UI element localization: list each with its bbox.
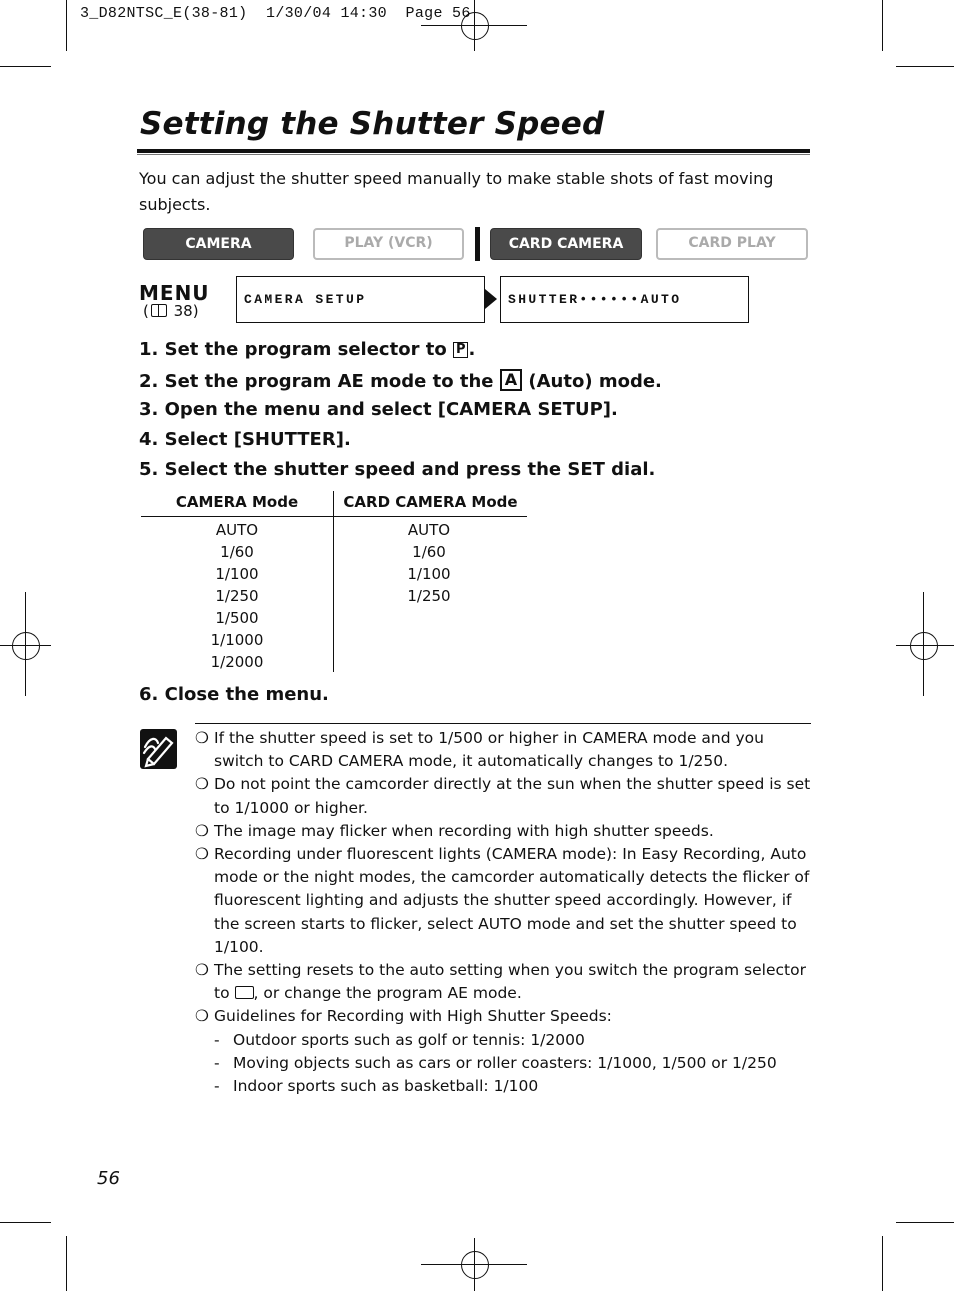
guideline-item: - Outdoor sports such as golf or tennis: 1/2000 bbox=[214, 1030, 585, 1049]
table-header-card-camera: CARD CAMERA Mode bbox=[343, 493, 518, 511]
title-rule-shadow bbox=[137, 154, 810, 155]
auto-mode-icon: A bbox=[500, 369, 522, 391]
table-header-camera: CAMERA Mode bbox=[175, 493, 299, 511]
step-3: 3. Open the menu and select [CAMERA SETUP]. bbox=[139, 399, 618, 420]
title-rule bbox=[137, 149, 810, 153]
mode-play-vcr: PLAY (VCR) bbox=[313, 228, 464, 260]
menu-path-shutter: SHUTTER••••••AUTO bbox=[500, 276, 749, 323]
table-cell: 1/60 bbox=[412, 543, 446, 561]
notes-list bbox=[195, 727, 815, 1098]
crop-mark bbox=[896, 66, 954, 67]
print-slug: 3_D82NTSC_E(38-81) 1/30/04 14:30 Page 56 bbox=[80, 5, 471, 22]
table-cell: 1/100 bbox=[407, 565, 451, 583]
page-title: Setting the Shutter Speed bbox=[140, 106, 605, 142]
mode-card-play: CARD PLAY bbox=[656, 228, 808, 260]
table-cell: 1/500 bbox=[215, 609, 259, 627]
page-number: 56 bbox=[97, 1168, 120, 1189]
table-column-card-camera bbox=[334, 519, 524, 607]
table-cell: AUTO bbox=[407, 521, 451, 539]
menu-path-camera-setup: CAMERA SETUP bbox=[236, 276, 485, 323]
table-cell: 1/250 bbox=[215, 587, 259, 605]
notes-rule bbox=[195, 723, 811, 724]
step-4: 4. Select [SHUTTER]. bbox=[139, 429, 351, 450]
step-2: 2. Set the program AE mode to the A (Auto) mode. bbox=[139, 370, 662, 392]
table-cell: 1/250 bbox=[407, 587, 451, 605]
step-1: 1. Set the program selector to P . bbox=[139, 339, 476, 360]
list-item: ❍ The setting resets to the auto setting when you switch the program selector to , or change the program AE mode. bbox=[195, 961, 806, 1003]
table-column-camera bbox=[141, 519, 333, 673]
table-cell: AUTO bbox=[215, 521, 259, 539]
table-cell: 1/1000 bbox=[210, 631, 264, 649]
step-5: 5. Select the shutter speed and press the SET dial. bbox=[139, 459, 656, 480]
guideline-item: - Indoor sports such as basketball: 1/100 bbox=[214, 1077, 539, 1096]
step-6: 6. Close the menu. bbox=[139, 684, 329, 705]
crop-mark bbox=[66, 1236, 67, 1291]
book-icon bbox=[151, 304, 167, 317]
mode-card-camera: CARD CAMERA bbox=[490, 228, 642, 260]
crop-mark bbox=[882, 1236, 883, 1291]
table-cell: 1/100 bbox=[215, 565, 259, 583]
list-item: ❍ The image may flicker when recording with high shutter speeds. bbox=[195, 821, 714, 840]
crop-mark bbox=[0, 1222, 51, 1223]
menu-label: MENU bbox=[139, 281, 210, 305]
intro-text: You can adjust the shutter speed manually to make stable shots of fast moving subjects. bbox=[139, 169, 774, 214]
crop-mark bbox=[896, 1222, 954, 1223]
program-p-icon: P bbox=[453, 342, 469, 358]
crop-mark bbox=[0, 66, 51, 67]
list-item: ❍ Recording under fluorescent lights (CAMERA mode): In Easy Recording, Auto mode or the night modes, the camcorder automatically detects the flicker of fluorescent lighting and adjusts the shutter speed accordingly. However, if the screen starts to flicker, select AUTO mode and set the shutter speed to 1/100. bbox=[195, 845, 810, 956]
table-cell: 1/60 bbox=[220, 543, 254, 561]
list-item: ❍ Do not point the camcorder directly at the sun when the shutter speed is set to 1/1000 or higher. bbox=[195, 775, 811, 817]
crop-mark bbox=[882, 0, 883, 51]
table-rule bbox=[141, 516, 527, 517]
table-cell: 1/2000 bbox=[210, 653, 264, 671]
arrow-right-icon bbox=[485, 289, 497, 309]
list-item: ❍ If the shutter speed is set to 1/500 or higher in CAMERA mode and you switch to CARD CAMERA mode, it automatically changes to 1/250. bbox=[195, 729, 764, 771]
menu-page-ref: ( 38) bbox=[143, 302, 199, 320]
list-item: ❍ Guidelines for Recording with High Shutter Speeds: bbox=[195, 1007, 612, 1026]
easy-recording-icon bbox=[235, 986, 254, 999]
note-pencil-icon bbox=[140, 729, 177, 769]
mode-divider bbox=[475, 227, 480, 261]
mode-camera: CAMERA bbox=[143, 228, 294, 260]
guideline-item: - Moving objects such as cars or roller coasters: 1/1000, 1/500 or 1/250 bbox=[214, 1053, 777, 1072]
crop-mark bbox=[66, 0, 67, 51]
